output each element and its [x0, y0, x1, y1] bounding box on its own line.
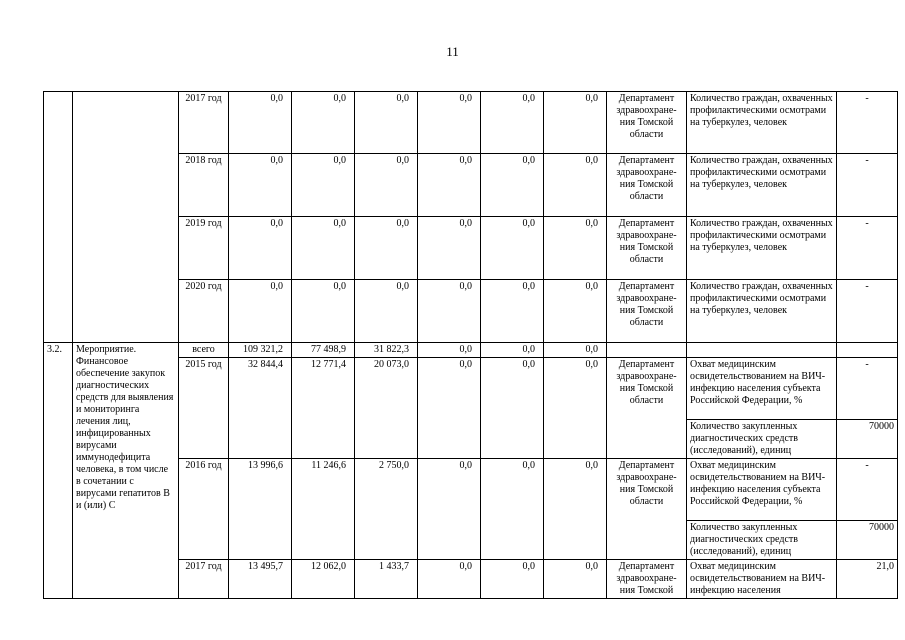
indicator-cell: Количество граждан, охваченных профилактическими осмотрами на туберкулез, человек — [687, 92, 837, 154]
value-cell: 0,0 — [292, 280, 355, 343]
value-cell: 12 771,4 — [292, 358, 355, 459]
year-cell: 2019 год — [179, 217, 229, 280]
value-cell: 0,0 — [229, 280, 292, 343]
total-label: всего — [179, 343, 229, 358]
value-cell: 0,0 — [355, 154, 418, 217]
total-value: 0,0 — [481, 343, 544, 358]
target-cell: 70000 — [837, 521, 898, 560]
department-cell — [607, 343, 687, 358]
value-cell: 0,0 — [355, 92, 418, 154]
value-cell: 0,0 — [418, 280, 481, 343]
indicator-cell: Количество граждан, охваченных профилактическими осмотрами на туберкулез, человек — [687, 154, 837, 217]
year-cell: 2016 год — [179, 459, 229, 560]
value-cell: 13 996,6 — [229, 459, 292, 560]
value-cell: 0,0 — [544, 154, 607, 217]
target-cell: - — [837, 92, 898, 154]
indicator-cell: Количество граждан, охваченных профилактическими осмотрами на туберкулез, человек — [687, 280, 837, 343]
value-cell: 0,0 — [229, 92, 292, 154]
department-cell: Департамент здравоохране-ния Томской области — [607, 217, 687, 280]
target-cell: 70000 — [837, 420, 898, 459]
value-cell: 0,0 — [481, 560, 544, 599]
total-value: 77 498,9 — [292, 343, 355, 358]
value-cell: 0,0 — [418, 459, 481, 560]
value-cell: 0,0 — [481, 217, 544, 280]
year-cell: 2017 год — [179, 560, 229, 599]
year-cell: 2018 год — [179, 154, 229, 217]
department-cell: Департамент здравоохране-ния Томской области — [607, 280, 687, 343]
total-value: 109 321,2 — [229, 343, 292, 358]
value-cell: 32 844,4 — [229, 358, 292, 459]
value-cell: 0,0 — [544, 92, 607, 154]
value-cell: 0,0 — [418, 92, 481, 154]
value-cell: 0,0 — [481, 92, 544, 154]
department-cell: Департамент здравоохране-ния Томской области — [607, 92, 687, 154]
value-cell: 0,0 — [355, 217, 418, 280]
target-cell: - — [837, 459, 898, 521]
department-cell: Департамент здравоохране-ния Томской области — [607, 358, 687, 459]
value-cell: 1 433,7 — [355, 560, 418, 599]
value-cell: 0,0 — [292, 154, 355, 217]
value-cell: 0,0 — [292, 92, 355, 154]
value-cell: 0,0 — [481, 280, 544, 343]
value-cell: 0,0 — [544, 217, 607, 280]
value-cell: 12 062,0 — [292, 560, 355, 599]
year-cell: 2015 год — [179, 358, 229, 459]
indicator-cell: Охват медицинским освидетельствованием на ВИЧ-инфекцию населения — [687, 560, 837, 599]
target-cell — [837, 343, 898, 358]
value-cell: 0,0 — [481, 358, 544, 459]
target-cell: 21,0 — [837, 560, 898, 599]
value-cell: 0,0 — [544, 459, 607, 560]
target-cell: - — [837, 280, 898, 343]
value-cell: 0,0 — [355, 280, 418, 343]
value-cell: 0,0 — [481, 459, 544, 560]
indicator-cell: Охват медицинским освидетельствованием на ВИЧ-инфекцию населения субъекта Российской Федерации, % — [687, 358, 837, 420]
value-cell: 0,0 — [229, 217, 292, 280]
value-cell: 0,0 — [292, 217, 355, 280]
number-cell — [44, 92, 73, 343]
value-cell: 13 495,7 — [229, 560, 292, 599]
indicator-cell — [687, 343, 837, 358]
total-value: 0,0 — [418, 343, 481, 358]
value-cell: 0,0 — [544, 358, 607, 459]
value-cell: 0,0 — [418, 560, 481, 599]
value-cell: 0,0 — [481, 154, 544, 217]
section-title: Мероприятие. Финансовое обеспечение закупок диагностических средств для выявления и мониторинга лечения лиц, инфицированных вирусами иммунодефицита человека, в том числе в сочетании с вирусами гепатитов B и (или) C — [73, 343, 179, 599]
target-cell: - — [837, 358, 898, 420]
value-cell: 0,0 — [418, 154, 481, 217]
value-cell: 20 073,0 — [355, 358, 418, 459]
indicator-cell: Количество закупленных диагностических средств (исследований), единиц — [687, 420, 837, 459]
indicator-cell: Количество граждан, охваченных профилактическими осмотрами на туберкулез, человек — [687, 217, 837, 280]
department-cell: Департамент здравоохране-ния Томской области — [607, 154, 687, 217]
department-cell: Департамент здравоохране-ния Томской — [607, 560, 687, 599]
year-cell: 2017 год — [179, 92, 229, 154]
title-cell — [73, 92, 179, 343]
value-cell: 11 246,6 — [292, 459, 355, 560]
indicator-cell: Охват медицинским освидетельствованием на ВИЧ-инфекцию населения субъекта Российской Федерации, % — [687, 459, 837, 521]
total-value: 31 822,3 — [355, 343, 418, 358]
target-cell: - — [837, 217, 898, 280]
indicator-cell: Количество закупленных диагностических средств (исследований), единиц — [687, 521, 837, 560]
value-cell: 0,0 — [544, 560, 607, 599]
section-number: 3.2. — [44, 343, 73, 599]
value-cell: 0,0 — [418, 358, 481, 459]
target-cell: - — [837, 154, 898, 217]
page-number: 11 — [446, 44, 459, 59]
table-row — [44, 343, 898, 358]
department-cell: Департамент здравоохране-ния Томской области — [607, 459, 687, 560]
total-value: 0,0 — [544, 343, 607, 358]
value-cell: 2 750,0 — [355, 459, 418, 560]
value-cell: 0,0 — [544, 280, 607, 343]
program-table — [43, 91, 898, 599]
table-row — [44, 92, 898, 154]
year-cell: 2020 год — [179, 280, 229, 343]
value-cell: 0,0 — [418, 217, 481, 280]
value-cell: 0,0 — [229, 154, 292, 217]
